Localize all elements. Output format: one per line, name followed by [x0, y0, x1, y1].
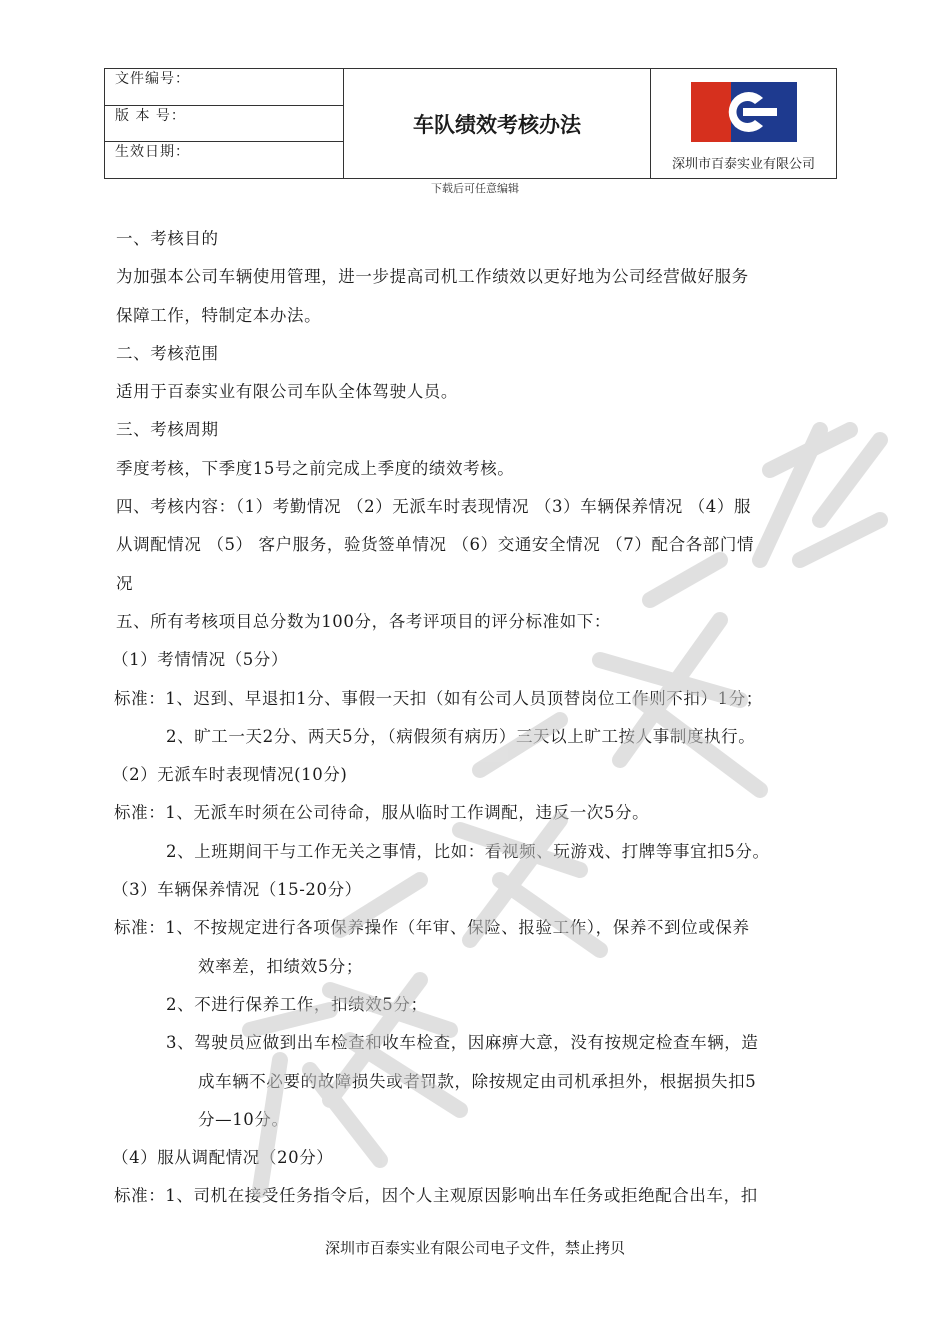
paragraph-line: 况 — [116, 573, 134, 593]
standard-line: 标准：1、司机在接受任务指令后，因个人主观原因影响出车任务或拒绝配合出车，扣 — [114, 1186, 758, 1206]
standard-line: 效率差，扣绩效5分； — [198, 956, 363, 976]
document-title: 车队绩效考核办法 — [344, 69, 651, 178]
subsection-heading: （1）考情情况（5分） — [112, 650, 289, 670]
standard-line: 标准：1、无派车时须在公司待命，服从临时工作调配，违反一次5分。 — [114, 803, 650, 823]
standard-line: 3、驾驶员应做到出车检查和收车检查，因麻痹大意，没有按规定检查车辆，造 — [166, 1033, 759, 1053]
paragraph-line: 季度考核，下季度15号之前完成上季度的绩效考核。 — [116, 458, 515, 478]
standard-line: 分—10分。 — [198, 1109, 289, 1129]
paragraph-line: 适用于百泰实业有限公司车队全体驾驶人员。 — [116, 382, 458, 402]
section-heading-period: 三、考核周期 — [116, 420, 219, 440]
subsection-heading: （2）无派车时表现情况(10分) — [112, 765, 348, 785]
section-heading-scoring: 五、所有考核项目总分数为100分，各考评项目的评分标准如下： — [116, 611, 611, 631]
paragraph-line: 为加强本公司车辆使用管理，进一步提高司机工作绩效以更好地为公司经营做好服务 — [116, 267, 749, 287]
section-heading-scope: 二、考核范围 — [116, 343, 219, 363]
subsection-heading: （3）车辆保养情况（15-20分） — [112, 880, 362, 900]
version-label: 版 本 号： — [105, 106, 343, 143]
section-heading-content: 四、考核内容：（1）考勤情况 （2）无派车时表现情况 （3）车辆保养情况 （4）服 — [116, 497, 752, 517]
company-name-small: 深圳市百泰实业有限公司 — [671, 157, 815, 172]
doc-number-label: 文件编号： — [105, 69, 343, 106]
paragraph-line: 保障工作，特制定本办法。 — [116, 305, 322, 325]
document-header-table — [104, 68, 837, 179]
standard-line: 标准：1、迟到、早退扣1分、事假一天扣（如有公司人员顶替岗位工作则不扣）1分； — [114, 688, 763, 708]
document-meta-column — [105, 69, 344, 178]
standard-line: 2、上班期间干与工作无关之事情，比如：看视频、玩游戏、打牌等事宜扣5分。 — [166, 841, 770, 861]
editable-note: 下载后可任意编辑 — [431, 182, 519, 195]
standard-line: 成车辆不必要的故障损失或者罚款，除按规定由司机承担外，根据损失扣5 — [198, 1071, 757, 1091]
company-logo-icon — [691, 82, 797, 142]
company-logo-cell — [651, 69, 836, 178]
paragraph-line: 从调配情况 （5） 客户服务，验货签单情况 （6）交通安全情况 （7）配合各部门情 — [116, 535, 755, 555]
standard-line: 标准：1、不按规定进行各项保养操作（年审、保险、报验工作），保养不到位或保养 — [114, 918, 750, 938]
footer-notice: 深圳市百泰实业有限公司电子文件，禁止拷贝 — [324, 1239, 625, 1257]
subsection-heading: （4）服从调配情况（20分） — [112, 1148, 334, 1168]
section-heading-purpose: 一、考核目的 — [116, 229, 219, 248]
standard-line: 2、旷工一天2分、两天5分，（病假须有病历）三天以上旷工按人事制度执行。 — [166, 726, 756, 746]
standard-line: 2、不进行保养工作，扣绩效5分； — [166, 994, 428, 1014]
document-body — [112, 220, 846, 1216]
effective-date-label: 生效日期： — [115, 144, 190, 161]
